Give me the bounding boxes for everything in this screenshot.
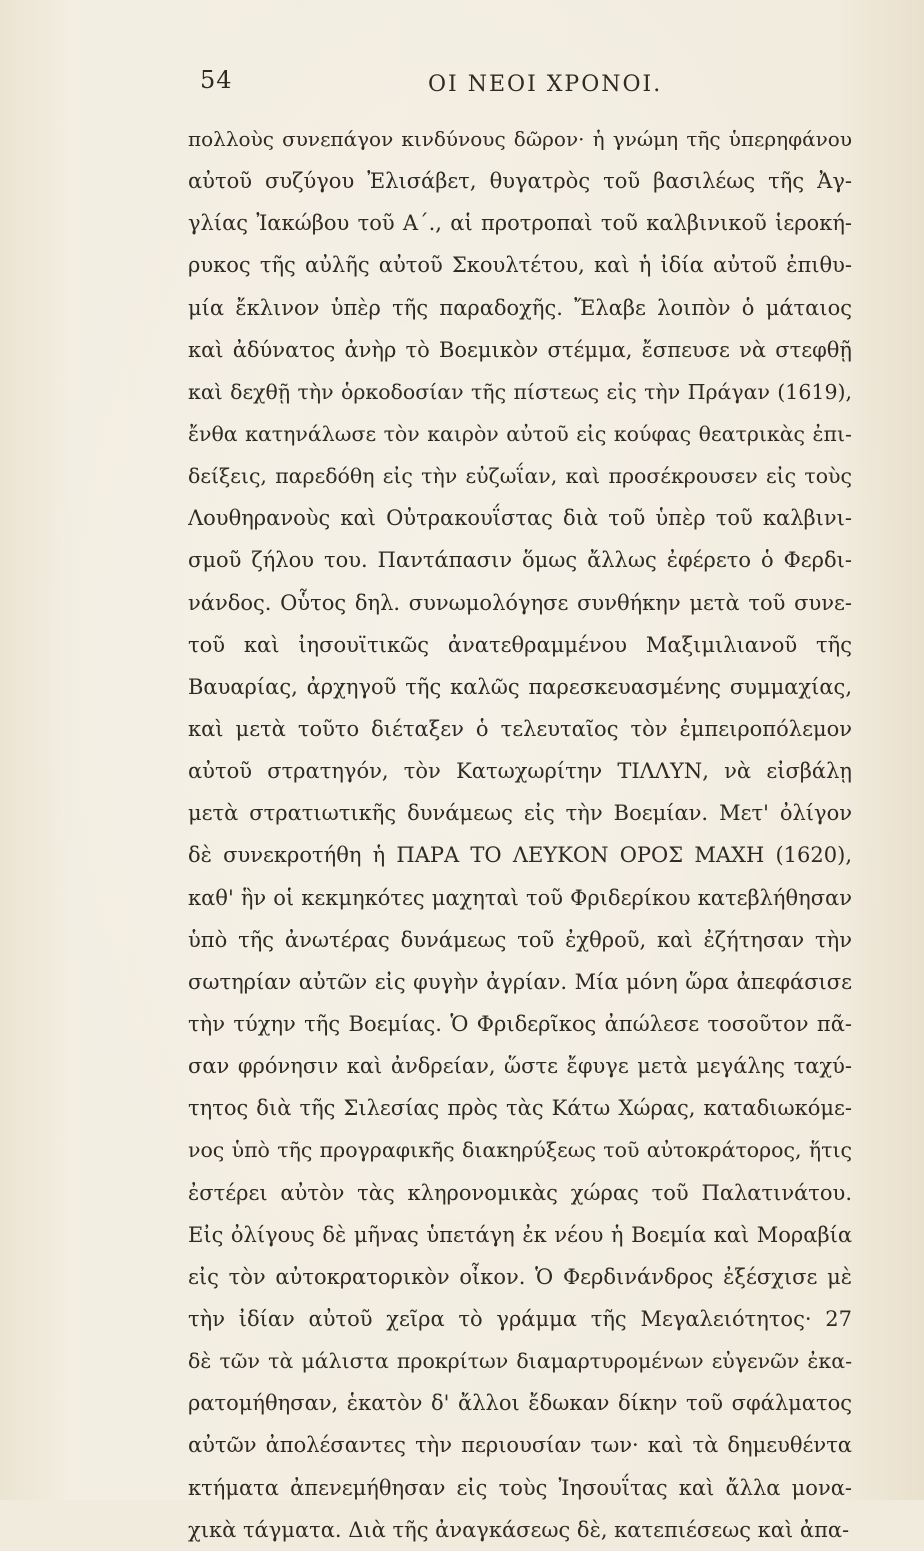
text-line: τὴν τύχην τῆς Βοεμίας. Ὁ Φριδερῖκος ἀπώλεσε τοσοῦτον πᾶ- xyxy=(188,1011,852,1036)
text-line: Βαυαρίας, ἀρχηγοῦ τῆς καλῶς παρεσκευασμένης συμμαχίας, xyxy=(188,674,852,699)
text-line: σαν φρόνησιν καὶ ἀνδρείαν, ὥστε ἔφυγε μετὰ μεγάλης ταχύ- xyxy=(188,1054,852,1079)
running-head: ΟΙ ΝΕΟΙ ΧΡΟΝΟΙ. xyxy=(428,72,663,97)
text-line: νος ὑπὸ τῆς προγραφικῆς διακηρύξεως τοῦ αὐτοκράτορος, ἥτις xyxy=(188,1138,852,1163)
text-line: δείξεις, παρεδόθη εἰς τὴν εὐζωΐαν, καὶ προσέκρουσεν εἰς τοὺς xyxy=(188,464,852,489)
text-line: καὶ δεχθῇ τὴν ὁρκοδοσίαν τῆς πίστεως εἰς τὴν Πράγαν (1619), xyxy=(188,379,852,404)
text-line: δὲ τῶν τὰ μάλιστα προκρίτων διαμαρτυρομένων εὐγενῶν ἐκα- xyxy=(188,1349,852,1374)
text-line: ἐστέρει αὐτὸν τὰς κληρονομικὰς χώρας τοῦ Παλατινάτου. xyxy=(188,1180,852,1205)
text-line: καὶ ἀδύνατος ἀνὴρ τὸ Βοεμικὸν στέμμα, ἔσπευσε νὰ στεφθῇ xyxy=(188,337,852,362)
text-line: ἔνθα κατηνάλωσε τὸν καιρὸν αὐτοῦ εἰς κούφας θεατρικὰς ἐπι- xyxy=(188,421,852,446)
text-line: καὶ μετὰ τοῦτο διέταξεν ὁ τελευταῖος τὸν ἐμπειροπόλεμον xyxy=(188,716,852,741)
text-line: μία ἔκλινον ὑπὲρ τῆς παραδοχῆς. Ἔλαβε λοιπὸν ὁ μάταιος xyxy=(188,295,852,320)
body-text xyxy=(188,118,852,1551)
text-line: δὲ συνεκροτήθη ἡ ΠΑΡΑ ΤΟ ΛΕΥΚΟΝ ΟΡΟΣ ΜΑΧΗ (1620), xyxy=(188,843,852,868)
text-line: σωτηρίαν αὐτῶν εἰς φυγὴν ἀγρίαν. Μία μόνη ὥρα ἀπεφάσισε xyxy=(188,969,852,994)
text-line: ρυκος τῆς αὐλῆς αὐτοῦ Σκουλτέτου, καὶ ἡ ἰδία αὐτοῦ ἐπιθυ- xyxy=(188,253,852,278)
text-line: ὑπὸ τῆς ἀνωτέρας δυνάμεως τοῦ ἐχθροῦ, καὶ ἐζήτησαν τὴν xyxy=(188,927,852,952)
text-line: Λουθηρανοὺς καὶ Οὐτρακουΐστας διὰ τοῦ ὑπὲρ τοῦ καλβινι- xyxy=(188,506,852,531)
text-line: μετὰ στρατιωτικῆς δυνάμεως εἰς τὴν Βοεμίαν. Μετ' ὀλίγον xyxy=(188,801,852,826)
text-line: τοῦ καὶ ἰησουϊτικῶς ἀνατεθραμμένου Μαξιμιλιανοῦ τῆς xyxy=(188,632,852,657)
text-line: γλίας Ἰακώβου τοῦ Α΄., αἱ προτροπαὶ τοῦ καλβινικοῦ ἱεροκή- xyxy=(188,211,852,236)
text-line: κτήματα ἀπενεμήθησαν εἰς τοὺς Ἰησουΐτας καὶ ἄλλα μονα- xyxy=(188,1475,852,1500)
text-line: αὐτῶν ἀπολέσαντες τὴν περιουσίαν των· καὶ τὰ δημευθέντα xyxy=(188,1433,852,1458)
text-line: Εἰς ὀλίγους δὲ μῆνας ὑπετάγη ἐκ νέου ἡ Βοεμία καὶ Μοραβία xyxy=(188,1222,852,1247)
text-line: χικὰ τάγματα. Διὰ τῆς ἀναγκάσεως δὲ, κατεπιέσεως καὶ ἀπα- xyxy=(188,1517,850,1542)
text-line: εἰς τὸν αὐτοκρατορικὸν οἶκον. Ὁ Φερδινάνδρος ἐξέσχισε μὲ xyxy=(188,1264,852,1289)
text-line: πολλοὺς συνεπάγον κινδύνους δῶρον· ἡ γνώμη τῆς ὑπερηφάνου xyxy=(188,127,852,151)
text-line: αὐτοῦ συζύγου Ἐλισάβετ, θυγατρὸς τοῦ βασιλέως τῆς Ἀγ- xyxy=(188,169,852,194)
text-line: καθ' ἣν οἱ κεκμηκότες μαχηταὶ τοῦ Φριδερίκου κατεβλήθησαν xyxy=(188,885,852,910)
text-line: ρατομήθησαν, ἑκατὸν δ' ἄλλοι ἔδωκαν δίκην τοῦ σφάλματος xyxy=(188,1391,852,1416)
text-line: τὴν ἰδίαν αὐτοῦ χεῖρα τὸ γράμμα τῆς Μεγαλειότητος· 27 xyxy=(188,1306,852,1331)
text-line: σμοῦ ζήλου του. Παντάπασιν ὅμως ἄλλως ἐφέρετο ὁ Φερδι- xyxy=(188,548,852,573)
text-line: νάνδος. Οὗτος δηλ. συνωμολόγησε συνθήκην μετὰ τοῦ συνε- xyxy=(188,590,852,615)
text-line: αὐτοῦ στρατηγόν, τὸν Κατωχωρίτην ΤΙΛΛΥΝ, νὰ εἰσβάλῃ xyxy=(188,759,852,784)
page-header xyxy=(200,66,880,106)
text-line: τητος διὰ τῆς Σιλεσίας πρὸς τὰς Κάτω Χώρας, καταδιωκόμε- xyxy=(188,1096,852,1121)
page-number: 54 xyxy=(200,66,233,94)
